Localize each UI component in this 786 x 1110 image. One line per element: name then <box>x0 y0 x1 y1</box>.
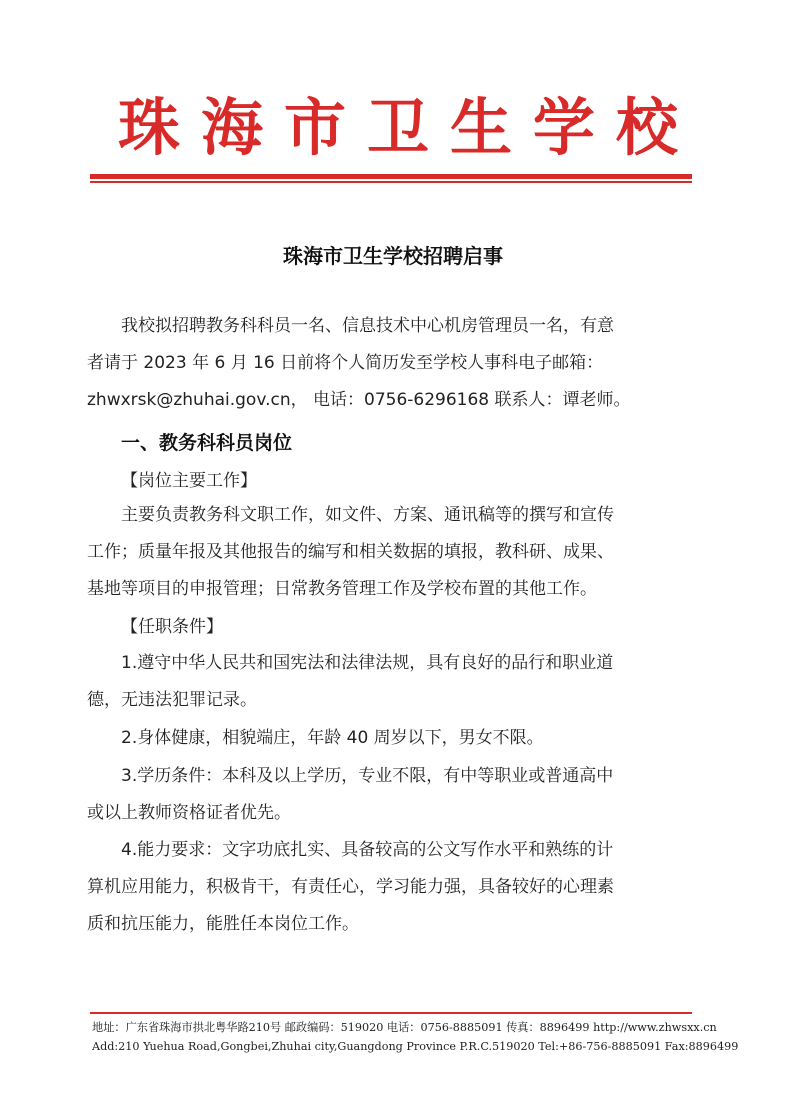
school-letterhead <box>118 88 678 168</box>
requirement-line: 2.身体健康，相貌端庄，年龄 40 周岁以下，男女不限。 <box>121 728 544 748</box>
document-title: 珠海市卫生学校招聘启事 <box>283 244 503 268</box>
intro-line: zhwxrsk@zhuhai.gov.cn， 电话：0756-6296168 联系人：谭老师。 <box>87 390 631 410</box>
letterhead-char: 市 <box>283 91 346 164</box>
requirement-4 <box>87 832 707 943</box>
letterhead-char: 学 <box>532 91 595 164</box>
footer-divider <box>90 1012 692 1014</box>
intro-paragraph <box>87 308 707 419</box>
letterhead-divider-thin <box>90 181 692 183</box>
requirement-3 <box>87 758 707 832</box>
duties-label: 【岗位主要工作】 <box>121 471 257 491</box>
footer-address-cn: 地址：广东省珠海市拱北粤华路210号 邮政编码：519020 电话：0756-8885091 传真：8896499 http://www.zhwsxx.cn <box>92 1021 717 1034</box>
requirement-line: 3.学历条件：本科及以上学历，专业不限，有中等职业或普通高中 <box>121 766 614 786</box>
letterhead-char: 校 <box>615 91 678 164</box>
duties-line: 基地等项目的申报管理；日常教务管理工作及学校布置的其他工作。 <box>87 579 597 599</box>
requirement-line: 4.能力要求：文字功底扎实、具备较高的公文写作水平和熟练的计 <box>121 840 614 860</box>
requirement-line: 质和抗压能力，能胜任本岗位工作。 <box>87 914 359 934</box>
requirement-line: 1.遵守中华人民共和国宪法和法律法规，具有良好的品行和职业道 <box>121 653 614 673</box>
requirements-label: 【任职条件】 <box>121 617 223 637</box>
letterhead-char: 珠 <box>118 91 181 164</box>
letterhead-divider-thick <box>90 174 692 179</box>
requirement-line: 德，无违法犯罪记录。 <box>87 690 257 710</box>
intro-line: 我校拟招聘教务科科员一名、信息技术中心机房管理员一名，有意 <box>121 316 614 336</box>
duties-line: 主要负责教务科文职工作，如文件、方案、通讯稿等的撰写和宣传 <box>121 505 614 525</box>
letterhead-char: 生 <box>449 91 512 164</box>
requirement-2 <box>87 720 707 757</box>
footer-address-en: Add:210 Yuehua Road,Gongbei,Zhuhai city,Guangdong Province P.R.C.519020 Tel:+86-756-8885091 Fax:8896499 <box>92 1040 739 1053</box>
requirement-1 <box>87 645 707 719</box>
requirement-line: 或以上教师资格证者优先。 <box>87 803 291 823</box>
letterhead-char: 卫 <box>366 91 429 164</box>
letterhead-char: 海 <box>200 91 263 164</box>
requirement-line: 算机应用能力，积极肯干，有责任心，学习能力强，具备较好的心理素 <box>87 877 614 897</box>
duties-line: 工作；质量年报及其他报告的编写和相关数据的填报，教科研、成果、 <box>87 542 614 562</box>
intro-line: 者请于 2023 年 6 月 16 日前将个人简历发至学校人事科电子邮箱： <box>87 353 604 373</box>
duties-paragraph <box>87 497 707 608</box>
section-heading: 一、教务科科员岗位 <box>121 432 293 454</box>
